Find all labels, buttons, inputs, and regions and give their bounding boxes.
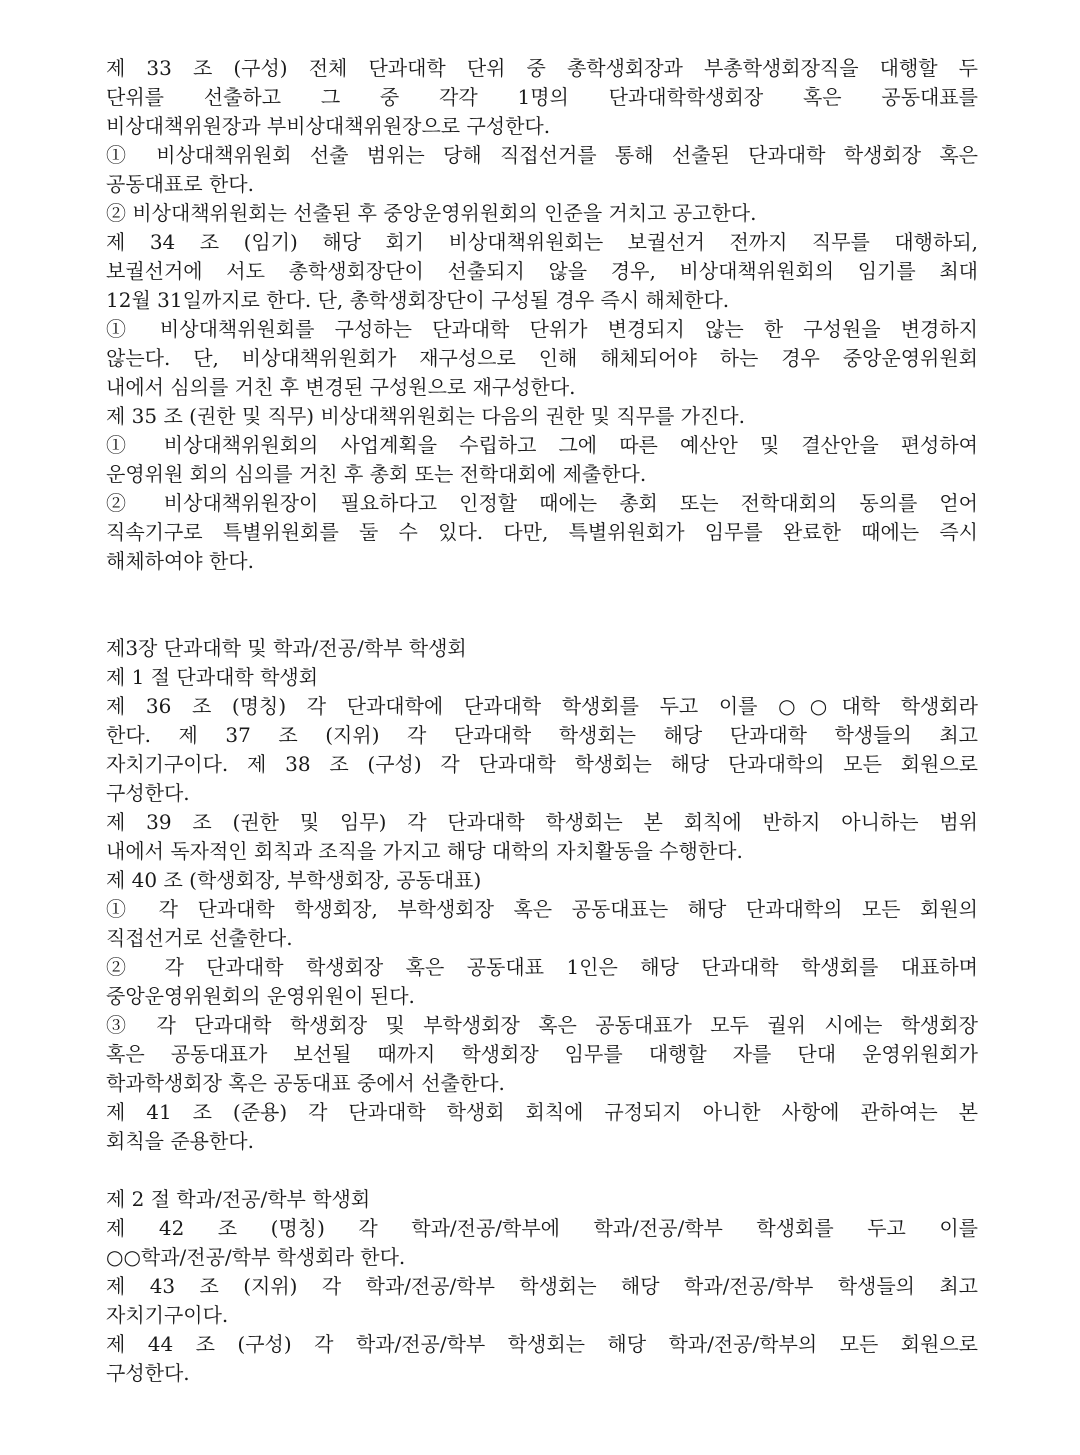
text-line: 제 42 조 (명칭) 각 학과/전공/학부에 학과/전공/학부 학생회를 두고 이를 — [106, 1216, 978, 1240]
section-department-student-council — [106, 1185, 978, 1388]
text-line: 제 33 조 (구성) 전체 단과대학 단위 중 총학생회장과 부총학생회장직을 대행할 두 — [106, 56, 978, 80]
document-page — [106, 54, 978, 1388]
text-line: 내에서 독자적인 회칙과 조직을 가지고 해당 대학의 자치활동을 수행한다. — [106, 839, 743, 863]
text-line: 운영위원 회의 심의를 거친 후 총회 또는 전학대회에 제출한다. — [106, 462, 647, 486]
text-line: ① 각 단과대학 학생회장, 부학생회장 혹은 공동대표는 해당 단과대학의 모든 회원의 — [106, 897, 978, 921]
text-line: 직접선거로 선출한다. — [106, 926, 293, 950]
text-line: 단위를 선출하고 그 중 각각 1명의 단과대학학생회장 혹은 공동대표를 — [106, 85, 978, 109]
text-line: 자치기구이다. — [106, 1303, 229, 1327]
text-line: 내에서 심의를 거친 후 변경된 구성원으로 재구성한다. — [106, 375, 576, 399]
text-line: 제3장 단과대학 및 학과/전공/학부 학생회 — [106, 636, 467, 660]
text-line: 제 36 조 (명칭) 각 단과대학에 단과대학 학생회를 두고 이를 ○○대학 학생회라 — [106, 694, 978, 718]
text-line: 공동대표로 한다. — [106, 172, 254, 196]
text-line: 제 40 조 (학생회장, 부학생회장, 공동대표) — [106, 868, 482, 892]
text-line: 제 43 조 (지위) 각 학과/전공/학부 학생회는 해당 학과/전공/학부 학생들의 최고 — [106, 1274, 978, 1298]
text-line: ① 비상대책위원회를 구성하는 단과대학 단위가 변경되지 않는 한 구성원을 변경하지 — [106, 317, 978, 341]
text-line: 구성한다. — [106, 1361, 190, 1385]
section-spacer — [106, 576, 978, 634]
text-line: 자치기구이다. 제 38 조 (구성) 각 단과대학 학생회는 해당 단과대학의 모든 회원으로 — [106, 752, 978, 776]
text-line: 제 35 조 (권한 및 직무) 비상대책위원회는 다음의 권한 및 직무를 가진다. — [106, 404, 745, 428]
section-emergency-committee — [106, 54, 978, 576]
section-spacer — [106, 1156, 978, 1185]
text-line: ② 각 단과대학 학생회장 혹은 공동대표 1인은 해당 단과대학 학생회를 대표하며 — [106, 955, 978, 979]
text-line: ① 비상대책위원회의 사업계획을 수립하고 그에 따른 예산안 및 결산안을 편성하여 — [106, 433, 978, 457]
text-line: 제 41 조 (준용) 각 단과대학 학생회 회칙에 규정되지 아니한 사항에 관하여는 본 — [106, 1100, 978, 1124]
text-line: ② 비상대책위원회는 선출된 후 중앙운영위원회의 인준을 거치고 공고한다. — [106, 201, 757, 225]
text-line: ② 비상대책위원장이 필요하다고 인정할 때에는 총회 또는 전학대회의 동의를 얻어 — [106, 491, 978, 515]
text-line: 학과학생회장 혹은 공동대표 중에서 선출한다. — [106, 1071, 505, 1095]
text-line: 제 34 조 (임기) 해당 회기 비상대책위원회는 보궐선거 전까지 직무를 대행하되, — [106, 230, 978, 254]
text-line: 않는다. 단, 비상대책위원회가 재구성으로 인해 해체되어야 하는 경우 중앙운영위원회 — [106, 346, 978, 370]
text-line: ① 비상대책위원회 선출 범위는 당해 직접선거를 통해 선출된 단과대학 학생회장 혹은 — [106, 143, 978, 167]
text-line: 직속기구로 특별위원회를 둘 수 있다. 다만, 특별위원회가 임무를 완료한 때에는 즉시 — [106, 520, 978, 544]
text-line: 제 39 조 (권한 및 임무) 각 단과대학 학생회는 본 회칙에 반하지 아니하는 범위 — [106, 810, 978, 834]
text-line: 회칙을 준용한다. — [106, 1129, 254, 1153]
text-line: 제 2 절 학과/전공/학부 학생회 — [106, 1187, 371, 1211]
text-line: 한다. 제 37 조 (지위) 각 단과대학 학생회는 해당 단과대학 학생들의 최고 — [106, 723, 978, 747]
text-line: 구성한다. — [106, 781, 190, 805]
text-line: ③ 각 단과대학 학생회장 및 부학생회장 혹은 공동대표가 모두 궐위 시에는 학생회장 — [106, 1013, 978, 1037]
text-line: 중앙운영위원회의 운영위원이 된다. — [106, 984, 415, 1008]
text-line: 제 44 조 (구성) 각 학과/전공/학부 학생회는 해당 학과/전공/학부의 모든 회원으로 — [106, 1332, 978, 1356]
text-line: 12월 31일까지로 한다. 단, 총학생회장단이 구성될 경우 즉시 해체한다. — [106, 288, 730, 312]
text-line: 비상대책위원장과 부비상대책위원장으로 구성한다. — [106, 114, 551, 138]
text-line: 해체하여야 한다. — [106, 549, 254, 573]
section-college-student-council — [106, 634, 978, 1156]
text-line: ○○학과/전공/학부 학생회라 한다. — [106, 1245, 406, 1269]
text-line: 제 1 절 단과대학 학생회 — [106, 665, 319, 689]
text-line: 보궐선거에 서도 총학생회장단이 선출되지 않을 경우, 비상대책위원회의 임기를 최대 — [106, 259, 978, 283]
text-line: 혹은 공동대표가 보선될 때까지 학생회장 임무를 대행할 자를 단대 운영위원회가 — [106, 1042, 978, 1066]
